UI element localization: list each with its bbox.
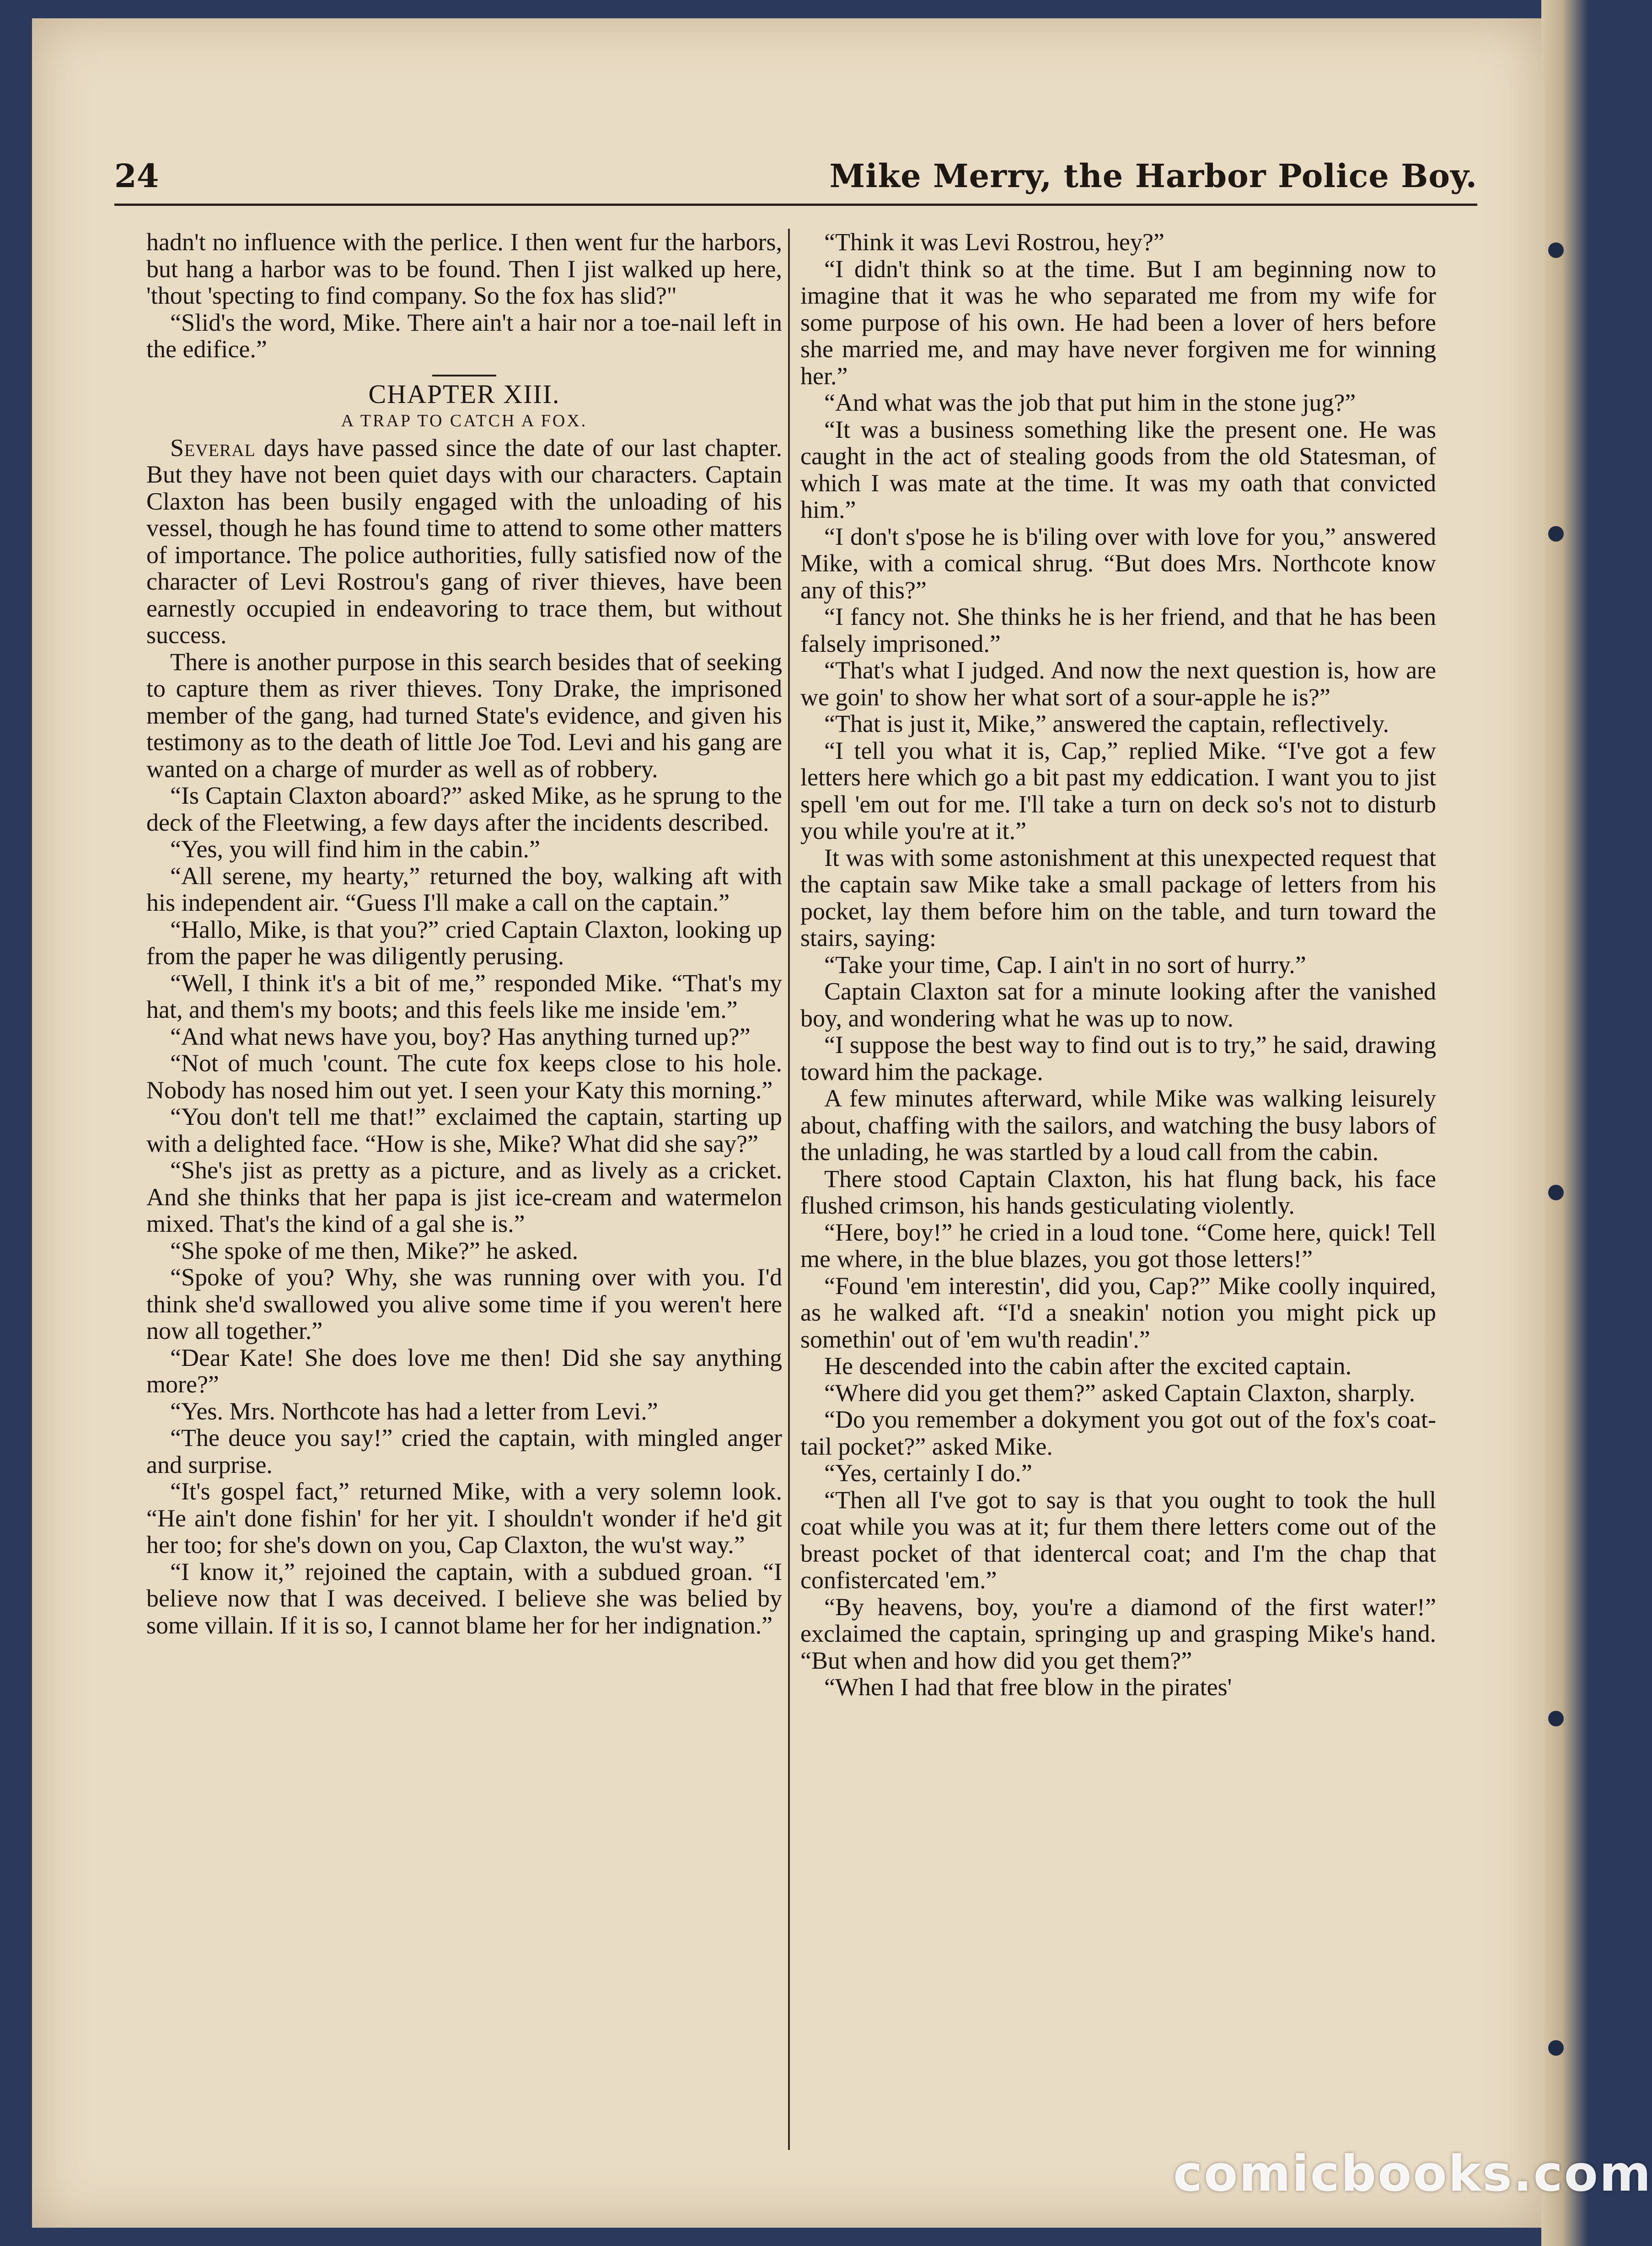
paragraph: “You don't tell me that!” exclaimed the captain, starting up with a delighted face. “How is she, Mike? What did she say?” [146,1103,782,1157]
paragraph: “Dear Kate! She does love me then! Did she say anything more?” [146,1343,782,1398]
paragraph: “Found 'em interestin', did you, Cap?” Mike coolly inquired, as he walked aft. “I'd a sneakin' notion you might pick up somethin' out of 'em wu'th readin'.” [800,1272,1436,1353]
paragraph: “Spoke of you? Why, she was running over with you. I'd think she'd swallowed you alive some time if you weren't here now all together.” [146,1263,782,1344]
paragraph: “Here, boy!” he cried in a loud tone. “Come here, quick! Tell me where, in the blue blazes, you got those letters!” [800,1218,1436,1273]
paragraph: “I know it,” rejoined the captain, with a subdued groan. “I believe now that I was deceived. I believe she was belied by some villain. If it is so, I cannot blame her for her indignation.” [146,1558,782,1639]
paragraph: “Take your time, Cap. I ain't in no sort of hurry.” [824,951,1306,978]
paragraph: “Slid's the word, Mike. There ain't a hair nor a toe-nail left in the edifice.” [146,308,782,363]
paragraph: A few minutes afterward, while Mike was walking leisurely about, chaffing with the sailors, and watching the busy labors of the unlading, he was startled by a loud call from the cabin. [800,1085,1436,1166]
binding-hole [1548,242,1564,258]
chapter-subtitle: A TRAP TO CATCH A FOX. [341,411,588,430]
page-header [114,153,1477,206]
page-number: 24 [114,157,159,195]
column-divider [788,229,790,2150]
paragraph: “Then all I've got to say is that you ought to took the hull coat while you was at it; fur them there letters come out of the breast pocket of that identercal coat; and I'm the chap that confistercated 'em.” [800,1486,1436,1594]
paragraph: “I fancy not. She thinks he is her friend, and that he has been falsely imprisoned.” [800,603,1436,657]
paragraph: “I tell you what it is, Cap,” replied Mike. “I've got a few letters here which go a bit past my eddication. I want you to jist spell 'em out for me. I'll take a turn on deck so's not to disturb you while you're at it.” [800,736,1436,844]
binding-hole [1548,2040,1564,2056]
lead-word: Several [170,434,256,462]
paragraph: “And what news have you, boy? Has anything turned up?” [170,1022,751,1050]
paragraph: “That's what I judged. And now the next question is, how are we goin' to show her what sort of a sour-apple he is?” [800,656,1436,711]
paragraph: “All serene, my hearty,” returned the boy, walking aft with his independent air. “Guess I'll make a call on the captain.” [146,862,782,916]
binding-hole [1548,526,1564,542]
site-watermark: comicbooks.com [1173,2145,1652,2203]
section-rule [432,375,496,376]
paragraph: It was with some astonishment at this unexpected request that the captain saw Mike take a small package of letters from his pocket, lay them before him on the table, and turn toward the stairs, saying: [800,844,1436,951]
paragraph-text: days have passed since the date of our last chapter. But they have not been quiet days with our characters. Captain Claxton has been busily engaged with the unloading of his vessel, though he has found time to attend to some other matters of importance. The police authorities, fully satisfied now of the character of Levi Rostrou's gang of river thieves, have been earnestly occupied in endeavoring to trace them, but without success. [146,434,782,649]
paragraph: “Yes. Mrs. Northcote has had a letter from Levi.” [170,1397,658,1425]
paragraph: “Do you remember a dokyment you got out of the fox's coat-tail pocket?” asked Mike. [800,1406,1436,1460]
page-spine [1541,0,1593,2246]
paragraph: “I suppose the best way to find out is to try,” he said, drawing toward him the package. [800,1031,1436,1085]
paragraph: There is another purpose in this search besides that of seeking to capture them as river thieves. Tony Drake, the imprisoned member of the gang, had turned State's evidence, and given his testimony as to the death of little Joe Tod. Levi and his gang are wanted on a charge of murder as well as of robbery. [146,648,782,783]
paragraph: “I didn't think so at the time. But I am beginning now to imagine that it was he who separated me from my wife for some purpose of his own. He had been a lover of hers before she married me, and may have never forgiven me for winning her.” [800,255,1436,390]
paragraph: “By heavens, boy, you're a diamond of the first water!” exclaimed the captain, springing up and grasping Mike's hand. “But when and how did you get them?” [800,1593,1436,1674]
paragraph: “Not of much 'count. The cute fox keeps close to his hole. Nobody has nosed him out yet. I seen your Katy this morning.” [146,1049,782,1104]
paragraph: “When I had that free blow in the pirates' [824,1673,1232,1701]
paragraph: Captain Claxton sat for a minute looking after the vanished boy, and wondering what he was up to now. [800,978,1436,1032]
binding-hole [1548,1185,1564,1200]
paragraph: He descended into the cabin after the excited captain. [824,1352,1352,1380]
paragraph: “I don't s'pose he is b'iling over with love for you,” answered Mike, with a comical shrug. “But does Mrs. Northcote know any of this?” [800,522,1436,604]
paragraph: “Yes, certainly I do.” [824,1459,1032,1487]
paragraph: “The deuce you say!” cried the captain, with mingled anger and surprise. [146,1424,782,1478]
paragraph: “Think it was Levi Rostrou, hey?” [824,228,1164,256]
paragraph: “Is Captain Claxton aboard?” asked Mike, as he sprung to the deck of the Fleetwing, a few days after the incidents described. [146,782,782,836]
chapter-title: CHAPTER XIII. [368,379,560,409]
paragraph: “Well, I think it's a bit of me,” responded Mike. “That's my hat, and them's my boots; and this feels like me inside 'em.” [146,969,782,1023]
paragraph: “Where did you get them?” asked Captain Claxton, sharply. [824,1379,1416,1407]
left-column [146,229,782,1639]
paragraph: “Hallo, Mike, is that you?” cried Captain Claxton, looking up from the paper he was diligently perusing. [146,915,782,970]
paragraph: “She spoke of me then, Mike?” he asked. [170,1236,579,1264]
right-column [800,229,1436,1701]
paragraph: “And what was the job that put him in the stone jug?” [824,389,1356,416]
paragraph: “Yes, you will find him in the cabin.” [170,835,540,863]
paragraph: hadn't no influence with the perlice. I then went fur the harbors, but hang a harbor was to be found. Then I jist walked up here, 'thout 'specting to find company. So the fox has slid?" [146,228,782,309]
paragraph [146,435,782,649]
running-title: Mike Merry, the Harbor Police Boy. [829,157,1477,195]
paragraph: “That is just it, Mike,” answered the captain, reflectively. [824,710,1389,737]
paragraph: “She's jist as pretty as a picture, and as lively as a cricket. And she thinks that her papa is jist ice-cream and watermelon mixed. That's the kind of a gal she is.” [146,1156,782,1237]
binding-hole [1548,1711,1564,1726]
paragraph: There stood Captain Claxton, his hat flung back, his face flushed crimson, his hands gesticulating violently. [800,1165,1436,1219]
paragraph: “It was a business something like the present one. He was caught in the act of stealing goods from the old Statesman, of which I was mate at the time. It was my oath that convicted him.” [800,415,1436,523]
paragraph: “It's gospel fact,” returned Mike, with a very solemn look. “He ain't done fishin' for her yit. I shouldn't wonder if he'd git her too; for she's down on you, Cap Claxton, the wu'st way.” [146,1478,782,1558]
